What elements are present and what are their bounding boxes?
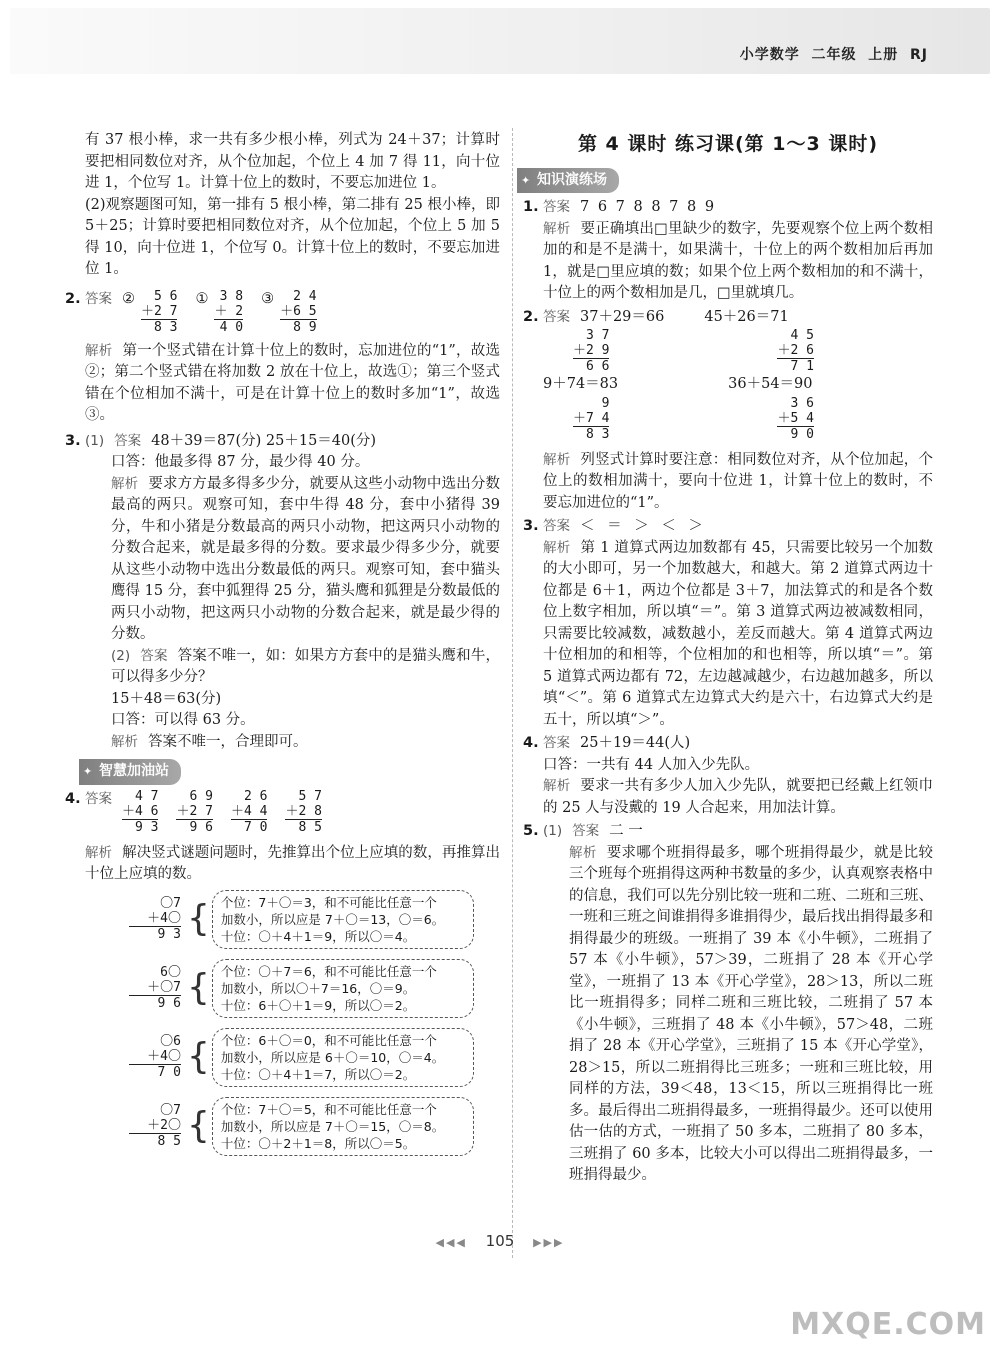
left-column xyxy=(65,130,501,1166)
analysis-tag: 解析 xyxy=(111,475,139,492)
analysis-text: 答案不唯一，合理即可。 xyxy=(148,733,308,750)
calc-addend: 〇7 xyxy=(160,1103,181,1118)
hint-line: 加数小，所以应是 7＋〇＝15，〇＝8。 xyxy=(220,1118,445,1134)
question-3-right xyxy=(523,516,933,731)
calc-result: 7 0 xyxy=(231,819,267,835)
answer-text: 48＋39＝87(分) 25＋15＝40(分) xyxy=(151,432,377,449)
analysis-text: 第一个竖式错在计算十位上的数时，忘加进位的“1”，故选②；第二个竖式错在将加数 2 放在十位上，故选①；第三个竖式错在个位相加不满十，可是在计算十位上的数时多加“1”，故选③。 xyxy=(85,342,500,423)
question-4-right xyxy=(523,733,934,819)
part-label: (1) xyxy=(543,823,563,839)
puzzle-calc xyxy=(129,965,181,1011)
calc-addend: 6〇 xyxy=(160,965,181,980)
brace-icon: { xyxy=(187,1036,210,1077)
analysis-text: 解决竖式谜题问题时，先推算出个位上应填的数，再推算出十位上应填的数。 xyxy=(85,844,501,882)
hint-bubble xyxy=(212,1028,474,1087)
calc-result: 8 3 xyxy=(573,426,609,442)
reply-text: 口答：一共有 44 人加入少先队。 xyxy=(543,756,760,773)
question-number: 3. xyxy=(65,432,81,449)
calc-addend: ＋4 6 xyxy=(122,803,159,819)
calc-addend: ＋4 4 xyxy=(230,803,268,819)
answer-tag: 答案 xyxy=(85,290,112,307)
answer-tag: 答案 xyxy=(114,432,142,449)
question-5-right xyxy=(523,821,934,1187)
right-column xyxy=(523,130,933,1187)
puzzle-row-4 xyxy=(129,1097,500,1156)
vertical-calc xyxy=(214,289,243,335)
hint-line: 个位：〇＋7＝6，和不可能比任意一个 xyxy=(220,963,437,979)
reply-text: 口答：可以得 63 分。 xyxy=(111,712,255,728)
answer-text: 7 6 7 8 8 7 8 9 xyxy=(580,199,717,215)
analysis-tag: 解析 xyxy=(569,844,597,861)
calc-addend: 〇6 xyxy=(160,1034,181,1049)
equation: 37＋29＝66 xyxy=(580,308,665,325)
calc-result: 7 1 xyxy=(777,358,813,374)
brace-icon: { xyxy=(187,898,210,939)
calc-addend: 4 7 xyxy=(135,788,159,804)
calc-addend: ＋6 5 xyxy=(280,303,317,319)
header-subject: 小学数学 二年级 上册 RJ xyxy=(739,47,928,63)
hint-line: 十位：〇＋2＋1＝8，所以〇＝5。 xyxy=(220,1135,416,1151)
hint-line: 加数小，所以应是 7＋〇＝13，〇＝6。 xyxy=(220,911,445,927)
hint-line: 十位：6＋〇＋1＝9，所以〇＝2。 xyxy=(220,997,416,1013)
equation: 36＋54＝90 xyxy=(728,376,813,392)
hint-line: 十位：〇＋4＋1＝9，所以〇＝4。 xyxy=(220,928,416,944)
calc-result: 9 3 xyxy=(129,926,181,942)
vertical-calc xyxy=(231,789,267,835)
calc-addend: ＋ 2 xyxy=(214,303,244,319)
question-number: 2. xyxy=(65,290,81,307)
calc-result: 8 5 xyxy=(285,819,321,835)
analysis-text: 列竖式计算时要注意：相同数位对齐，从个位加起，个位上的数相加满十，要向十位进 1，计算十位上的数时，不要忘加进位的“1”。 xyxy=(543,451,934,511)
calc-result: 9 0 xyxy=(777,426,813,442)
hint-line: 个位：7＋〇＝3，和不可能比任意一个 xyxy=(220,894,437,910)
calc-addend: 2 6 xyxy=(243,788,268,804)
brace-icon: { xyxy=(187,967,210,1008)
calc-addend: 6 9 xyxy=(189,788,213,804)
vertical-calc xyxy=(285,789,321,835)
puzzle-row-2 xyxy=(129,959,500,1018)
calc-addend: 9 xyxy=(601,395,610,411)
puzzle-calc xyxy=(129,1034,181,1080)
choice-mark: ② xyxy=(122,290,135,307)
calc-addend: ＋〇7 xyxy=(147,980,181,995)
intro-paragraph-1: 有 37 根小棒，求一共有多少根小棒，列式为 24＋37；计算时要把相同数位对齐，从个位加起，个位上 4 加 7 得 11，向十位进 1，个位写 1。计算十位上的数时，不要忘加进位 1。 xyxy=(85,132,500,191)
section-banner-practice: ✦ 知识演练场 xyxy=(517,168,619,194)
section-banner-wisdom: ✦ 智慧加油站 xyxy=(79,759,181,785)
hint-bubble xyxy=(212,959,474,1018)
calc-result: 8 9 xyxy=(280,319,316,335)
part-label: (1) xyxy=(85,432,105,449)
calc-addend: 5 7 xyxy=(298,788,322,804)
answer-text: ＜ ＝ ＞ ＜ ＞ xyxy=(580,518,707,534)
page-number: 105 xyxy=(485,1232,515,1250)
calc-addend: ＋4〇 xyxy=(147,1049,181,1064)
analysis-tag: 解析 xyxy=(543,451,571,468)
question-2-left xyxy=(65,288,500,427)
answer-tag: 答案 xyxy=(543,518,570,534)
calc-result: 6 6 xyxy=(573,358,609,374)
analysis-tag: 解析 xyxy=(543,220,571,237)
puzzle-row-1 xyxy=(129,890,500,949)
calc-addend: 3 8 xyxy=(219,288,244,304)
calc-addend: 4 5 xyxy=(790,328,814,343)
calc-addend: ＋7 4 xyxy=(573,410,610,426)
hint-line: 十位：〇＋4＋1＝7，所以〇＝2。 xyxy=(220,1066,416,1082)
calc-addend: ＋2 7 xyxy=(176,803,213,819)
left-arrows-icon: ◀◀◀ xyxy=(435,1236,467,1249)
right-arrows-icon: ▶▶▶ xyxy=(533,1236,565,1249)
analysis-tag: 解析 xyxy=(85,342,113,359)
equation: 9＋74＝83 xyxy=(543,376,619,392)
equation: 45＋26＝71 xyxy=(704,308,789,325)
choice-mark: ① xyxy=(195,290,209,307)
question-number: 4. xyxy=(523,735,539,751)
calc-result: 8 3 xyxy=(141,319,177,335)
intro-paragraph-2: (2)观察题图可知，第一排有 5 根小棒，第二排有 25 根小棒，即 5＋25；计算时要把相同数位对齐，从个位加起，个位上 5 加 5 得 10，向十位进 1，个位写 0。计算十位上的数时，不要忘加进位 1。 xyxy=(85,196,500,277)
calc-addend: ＋2 6 xyxy=(777,343,814,358)
hint-line: 加数小，所以〇＋7＝16，〇＝9。 xyxy=(220,980,416,996)
analysis-tag: 解析 xyxy=(543,778,571,794)
answer-tag: 答案 xyxy=(543,199,570,215)
calc-result: 9 6 xyxy=(129,995,181,1011)
page-footer xyxy=(0,1232,1000,1250)
lesson-title: 第 4 课时 练习课(第 1～3 课时) xyxy=(577,133,879,155)
brace-icon: { xyxy=(187,1105,210,1146)
question-number: 2. xyxy=(523,308,539,325)
hint-bubble xyxy=(212,890,474,949)
header-band xyxy=(10,8,990,74)
answer-text: 二 一 xyxy=(609,823,643,839)
calc-addend: ＋2 7 xyxy=(141,303,178,319)
answer-text: 答案不唯一，如：如果方方套中的是猫头鹰和牛，可以得多少分？ xyxy=(111,647,500,685)
question-number: 1. xyxy=(523,199,539,215)
calc-line: 15＋48＝63(分) xyxy=(111,690,222,707)
hint-bubble xyxy=(212,1097,474,1156)
choice-mark: ③ xyxy=(261,290,275,307)
puzzle-calc xyxy=(129,1103,181,1149)
calc-addend: ＋2 8 xyxy=(285,803,322,819)
calc-addend: 3 7 xyxy=(586,328,610,343)
calc-result: 4 0 xyxy=(214,319,243,335)
vertical-calc xyxy=(141,289,177,335)
calc-addend: 〇7 xyxy=(160,896,181,911)
analysis-text: 要求哪个班捐得最多，哪个班捐得最少，就是比较三个班每个班捐得这两种书数量的多少，认真观察表格中的信息，我们可以先分别比较一班和二班、二班和三班、一班和三班之间谁捐得多谁捐得少，最后找出捐得最多和捐得最少的班级。一班捐了 39 本《小牛顿》，二班捐了 57 本《小牛顿》，57＞39，二班捐了 28 本《开心学堂》，一班捐了 13 本《开心学堂》，28＞13，所以二班比一班捐得多；同样二班和三班比较，二班捐了 57 本《小牛顿》，三班捐了 48 本《小牛顿》，57＞48，二班捐了 28 本《开心学堂》，三班捐了 15 本《开心学堂》，28＞15，所以二班捐得比三班多；一班和三班比较，用同样的方法，39＜48，13＜15，所以三班捐得比一班多。最后得出二班捐得最多，一班捐得最少。还可以使用估一估的方式，一班捐了 50 多本，二班捐了 80 多本，三班捐了 60 多本，比较大小可以得出二班捐得最多，一班捐得最少。 xyxy=(569,844,934,1183)
calc-addend: ＋2 9 xyxy=(573,343,610,358)
analysis-tag: 解析 xyxy=(543,539,571,556)
reply-text: 口答：他最多得 87 分，最少得 40 分。 xyxy=(111,454,370,470)
calc-addend: 5 6 xyxy=(154,288,178,304)
calc-result: 8 5 xyxy=(129,1133,181,1149)
calc-result: 9 6 xyxy=(176,819,212,835)
analysis-tag: 解析 xyxy=(85,844,113,861)
vertical-calc xyxy=(777,396,813,442)
vertical-calc xyxy=(573,396,609,442)
answer-tag: 答案 xyxy=(140,647,168,664)
watermark-site: MXQE.COM xyxy=(790,1307,986,1342)
vertical-calc xyxy=(777,328,813,374)
question-3-left xyxy=(65,431,501,754)
question-2-right xyxy=(523,307,934,515)
question-4-left xyxy=(65,788,501,886)
calc-addend: 2 4 xyxy=(293,288,317,304)
analysis-tag: 解析 xyxy=(111,733,138,750)
puzzle-calc xyxy=(129,896,181,942)
calc-addend: ＋5 4 xyxy=(777,410,814,426)
analysis-text: 要求方方最多得多少分，就要从这些小动物中选出分数最高的两只。观察可知，套中牛得 48 分，套中小猪得 39 分，牛和小猪是分数最高的两只小动物，把这两只小动物的分数合起来，就是最多得的分数。要求最少得多少分，就要从这些小动物中选出分数最低的两只。观察可知，套中猫头鹰得 15 分，套中狐狸得 25 分，猫头鹰和狐狸是分数最低的两只小动物，把这两只小动物的分数合起来，就是最少得的分数。 xyxy=(111,475,501,642)
hint-line: 个位：7＋〇＝5，和不可能比任意一个 xyxy=(220,1101,437,1117)
calc-addend: 3 6 xyxy=(790,395,814,411)
question-number: 3. xyxy=(523,518,539,534)
analysis-text: 要求一共有多少人加入少先队，就要把已经戴上红领巾的 25 人与没戴的 19 人合起来，用加法计算。 xyxy=(543,778,934,816)
answer-text: 25＋19＝44(人) xyxy=(580,735,691,751)
hint-line: 个位：6＋〇＝0，和不可能比任意一个 xyxy=(220,1032,437,1048)
question-1-right xyxy=(523,197,933,305)
answer-tag: 答案 xyxy=(543,308,570,325)
calc-result: 9 3 xyxy=(122,819,158,835)
puzzle-row-3 xyxy=(129,1028,500,1087)
calc-addend: ＋2〇 xyxy=(147,1118,181,1133)
answer-tag: 答案 xyxy=(572,823,600,839)
answer-tag: 答案 xyxy=(85,790,112,807)
vertical-calc xyxy=(573,328,609,374)
calc-addend: ＋4〇 xyxy=(147,911,181,926)
calc-result: 7 0 xyxy=(129,1064,181,1080)
hint-line: 加数小，所以应是 6＋〇＝10，〇＝4。 xyxy=(220,1049,445,1065)
analysis-text: 第 1 道算式两边加数都有 45，只需要比较另一个加数的大小即可，另一个加数越大，和越大。第 2 道算式两边十位都是 6＋1，两边个位都是 3＋7，加法算式的和是各个数位上数字相加，所以填“＝”。第 3 道算式两边被减数相同，只需要比较减数，减数越小，差反而越大。第 4 道算式两边十位相加的和相等，个位相加的和也相等，所以填“＝”。第 5 道算式两边都有 72，左边越减越少，右边越加越多，所以填“＜”。第 6 道算式左边算式大约是六十，右边算式大约是五十，所以填“＞”。 xyxy=(543,539,933,728)
question-number: 4. xyxy=(65,790,81,807)
vertical-calc xyxy=(122,789,158,835)
answer-tag: 答案 xyxy=(543,735,570,751)
vertical-calc xyxy=(176,789,212,835)
part-label: (2) xyxy=(111,647,131,664)
column-divider xyxy=(512,128,513,1258)
analysis-text: 要正确填出□里缺少的数字，先要观察个位上两个数相加的和是不是满十，如果满十，十位上的两个数相加后再加 1，就是□里应填的数；如果个位上两个数相加的和不满十，十位上的两个数相加是几，□里就填几。 xyxy=(543,220,933,301)
question-number: 5. xyxy=(523,823,539,839)
vertical-calc xyxy=(280,289,316,335)
